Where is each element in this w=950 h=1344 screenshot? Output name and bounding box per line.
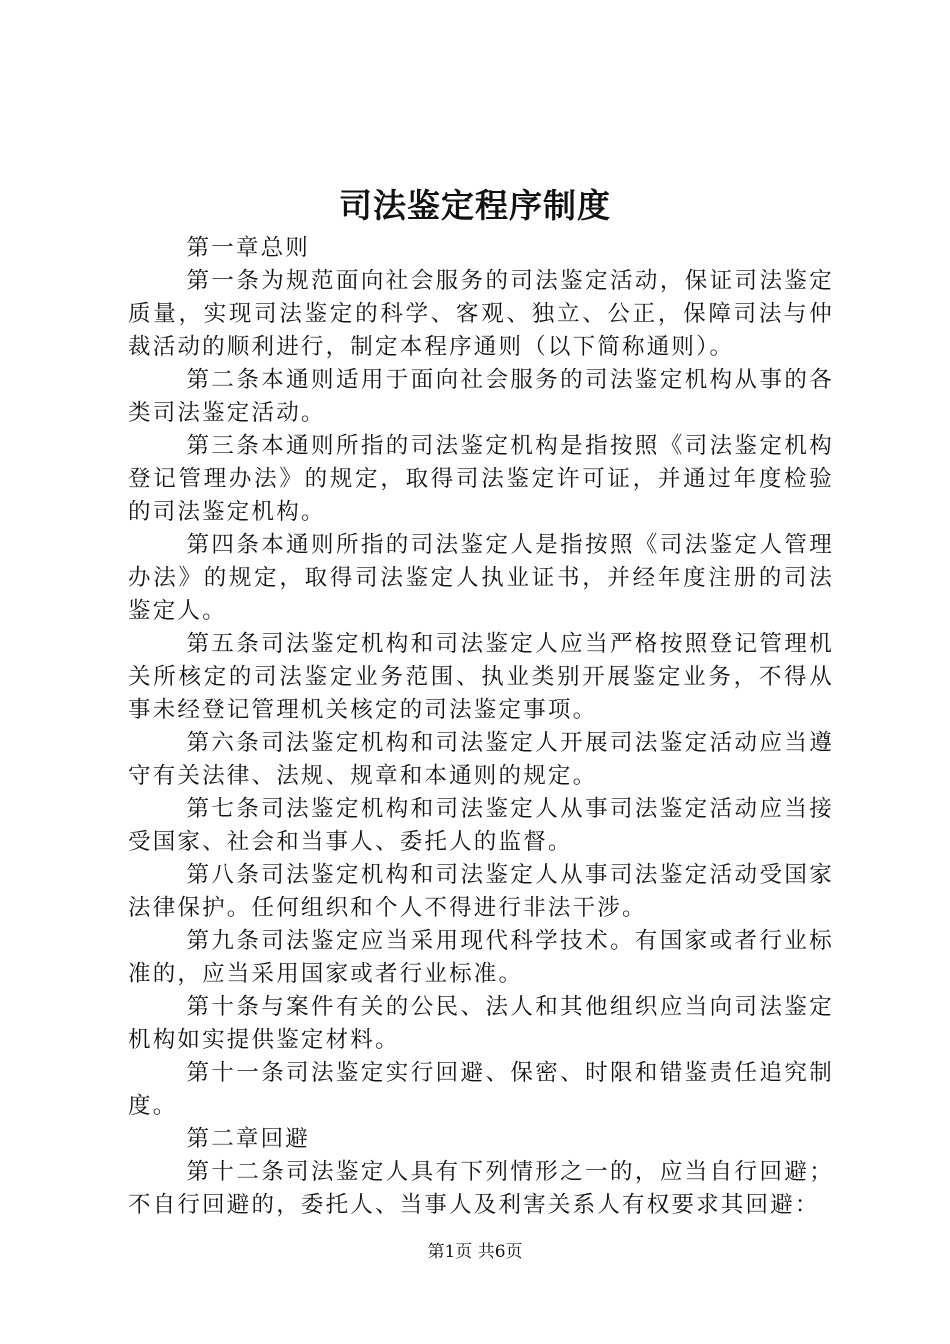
article-paragraph: 第五条司法鉴定机构和司法鉴定人应当严格按照登记管理机关所核定的司法鉴定业务范围、执业类别开展鉴定业务，不得从事未经登记管理机关核定的司法鉴定事项。 xyxy=(128,631,834,723)
article-paragraph: 第二条本通则适用于面向社会服务的司法鉴定机构从事的各类司法鉴定活动。 xyxy=(128,367,834,426)
article-paragraph: 第一条为规范面向社会服务的司法鉴定活动，保证司法鉴定质量，实现司法鉴定的科学、客观、独立、公正，保障司法与仲裁活动的顺利进行，制定本程序通则（以下简称通则）。 xyxy=(128,268,834,360)
page-number: 第1页 xyxy=(427,1242,473,1262)
page-footer xyxy=(0,1240,950,1264)
document-body xyxy=(128,232,834,1222)
document-title: 司法鉴定程序制度 xyxy=(339,186,611,225)
article-paragraph: 第十一条司法鉴定实行回避、保密、时限和错鉴责任追究制度。 xyxy=(128,1060,834,1119)
chapter-heading-2: 第二章回避 xyxy=(186,1126,311,1152)
article-paragraph: 第三条本通则所指的司法鉴定机构是指按照《司法鉴定机构登记管理办法》的规定，取得司法鉴定许可证，并通过年度检验的司法鉴定机构。 xyxy=(128,433,834,525)
page-total: 共6页 xyxy=(477,1242,523,1262)
article-paragraph: 第八条司法鉴定机构和司法鉴定人从事司法鉴定活动受国家法律保护。任何组织和个人不得进行非法干涉。 xyxy=(128,862,834,921)
chapter-heading-1: 第一章总则 xyxy=(186,235,311,261)
article-paragraph: 第七条司法鉴定机构和司法鉴定人从事司法鉴定活动应当接受国家、社会和当事人、委托人的监督。 xyxy=(128,796,834,855)
article-paragraph: 第四条本通则所指的司法鉴定人是指按照《司法鉴定人管理办法》的规定，取得司法鉴定人执业证书，并经年度注册的司法鉴定人。 xyxy=(128,532,834,624)
article-paragraph: 第九条司法鉴定应当采用现代科学技术。有国家或者行业标准的，应当采用国家或者行业标准。 xyxy=(128,928,834,987)
article-paragraph: 第十二条司法鉴定人具有下列情形之一的，应当自行回避；不自行回避的，委托人、当事人及利害关系人有权要求其回避： xyxy=(128,1159,834,1218)
article-paragraph: 第六条司法鉴定机构和司法鉴定人开展司法鉴定活动应当遵守有关法律、法规、规章和本通则的规定。 xyxy=(128,730,834,789)
article-paragraph: 第十条与案件有关的公民、法人和其他组织应当向司法鉴定机构如实提供鉴定材料。 xyxy=(128,994,834,1053)
